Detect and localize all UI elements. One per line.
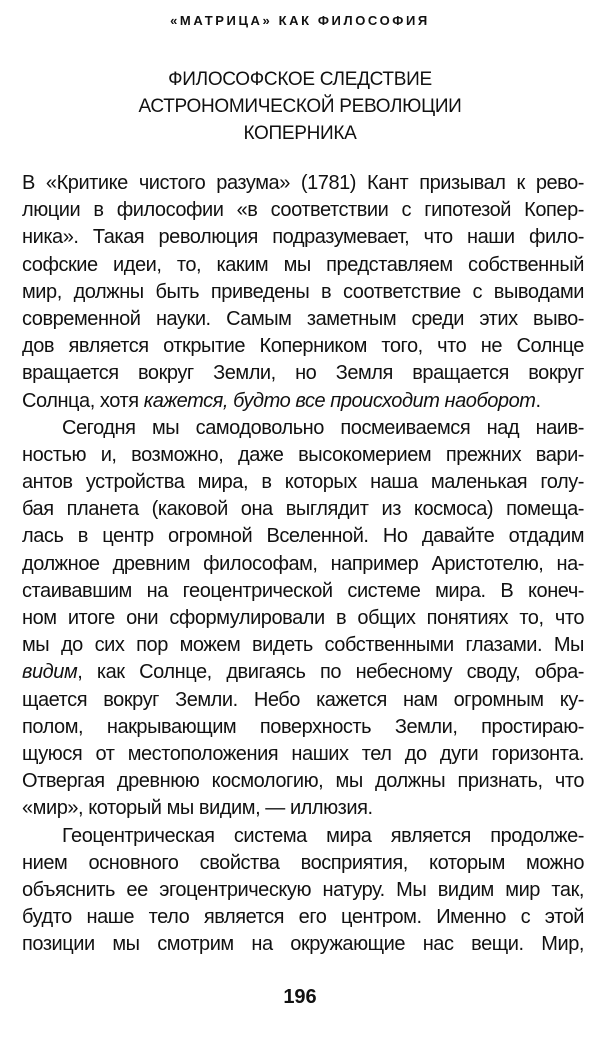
- text-line: Геоцентрическая система мира является продолже-: [62, 824, 584, 847]
- text-run: , как Солнце, двигаясь по небесному своду, обра-: [77, 661, 584, 684]
- text-line: щуюся от местоположения наших тел до дуги горизонта.: [22, 742, 584, 765]
- text-line: В «Критике чистого разума» (1781) Кант призывал к рево-: [22, 172, 584, 194]
- text-line: ном итоге они сформулировали в общих понятиях то, что: [22, 607, 584, 629]
- text-run: .: [535, 389, 541, 412]
- text-line: лась в центр огромной Вселенной. Но давайте отдадим: [22, 525, 584, 548]
- emphasis-text: кажется, будто все происходит наоборот: [143, 389, 536, 412]
- text-line: дов является открытие Коперником того, что не Солнце: [22, 335, 584, 358]
- running-head: «МАТРИЦА» КАК ФИЛОСОФИЯ: [170, 13, 430, 28]
- text-line: современной науки. Самым заметным среди этих выво-: [22, 307, 584, 330]
- text-line: Сегодня мы самодовольно посмеиваемся над наив-: [62, 416, 584, 439]
- section-title-line: ФИЛОСОФСКОЕ СЛЕДСТВИЕ: [168, 69, 432, 90]
- text-run: Солнца, хотя: [22, 389, 144, 412]
- text-line: будто наше тело является его центром. Именно с этой: [22, 906, 584, 929]
- text-line: полом, накрывающим поверхность Земли, простираю-: [22, 715, 584, 738]
- text-line: ностью и, возможно, даже высокомерием прежних вари-: [22, 443, 584, 466]
- emphasis-text: видим: [22, 661, 78, 684]
- text-line: объяснить ее эгоцентрическую натуру. Мы видим мир так,: [22, 878, 584, 901]
- section-title-line: АСТРОНОМИЧЕСКОЙ РЕВОЛЮЦИИ: [138, 96, 462, 117]
- text-line: должное древним философам, например Аристотелю, на-: [22, 552, 584, 575]
- text-line: ника». Такая революция подразумевает, что наши фило-: [22, 226, 584, 249]
- text-line: Отвергая древнюю космологию, мы должны признать, что: [22, 770, 584, 793]
- text-line: мы до сих пор можем видеть собственными глазами. Мы: [22, 634, 584, 657]
- text-line: мир, должны быть приведены в соответствие с выводами: [22, 280, 584, 303]
- page-number: 196: [283, 986, 317, 1008]
- section-title: [100, 66, 500, 147]
- text-line: вращается вокруг Земли, но Земля вращается вокруг: [22, 362, 584, 385]
- text-line: нием основного свойства восприятия, которым можно: [22, 851, 584, 874]
- text-line: люции в философии «в соответствии с гипотезой Копер-: [22, 199, 584, 222]
- text-line: софские идеи, то, каким мы представляем собственный: [22, 253, 584, 276]
- text-line: щается вокруг Земли. Небо кажется нам огромным ку-: [22, 688, 584, 711]
- text-line: стаивавшим на геоцентрической системе мира. В конеч-: [22, 579, 584, 602]
- text-line: позиции мы смотрим на окружающие нас вещи. Мир,: [22, 933, 584, 956]
- section-title-line: КОПЕРНИКА: [243, 123, 357, 144]
- text-line: антов устройства мира, в которых наша маленькая голу-: [22, 471, 584, 494]
- text-line: «мир», который мы видим, — иллюзия.: [22, 797, 373, 820]
- text-line: бая планета (каковой она выглядит из космоса) помеща-: [22, 498, 584, 521]
- text-line: [22, 659, 584, 686]
- text-line: [22, 388, 584, 415]
- body-text: [22, 170, 584, 958]
